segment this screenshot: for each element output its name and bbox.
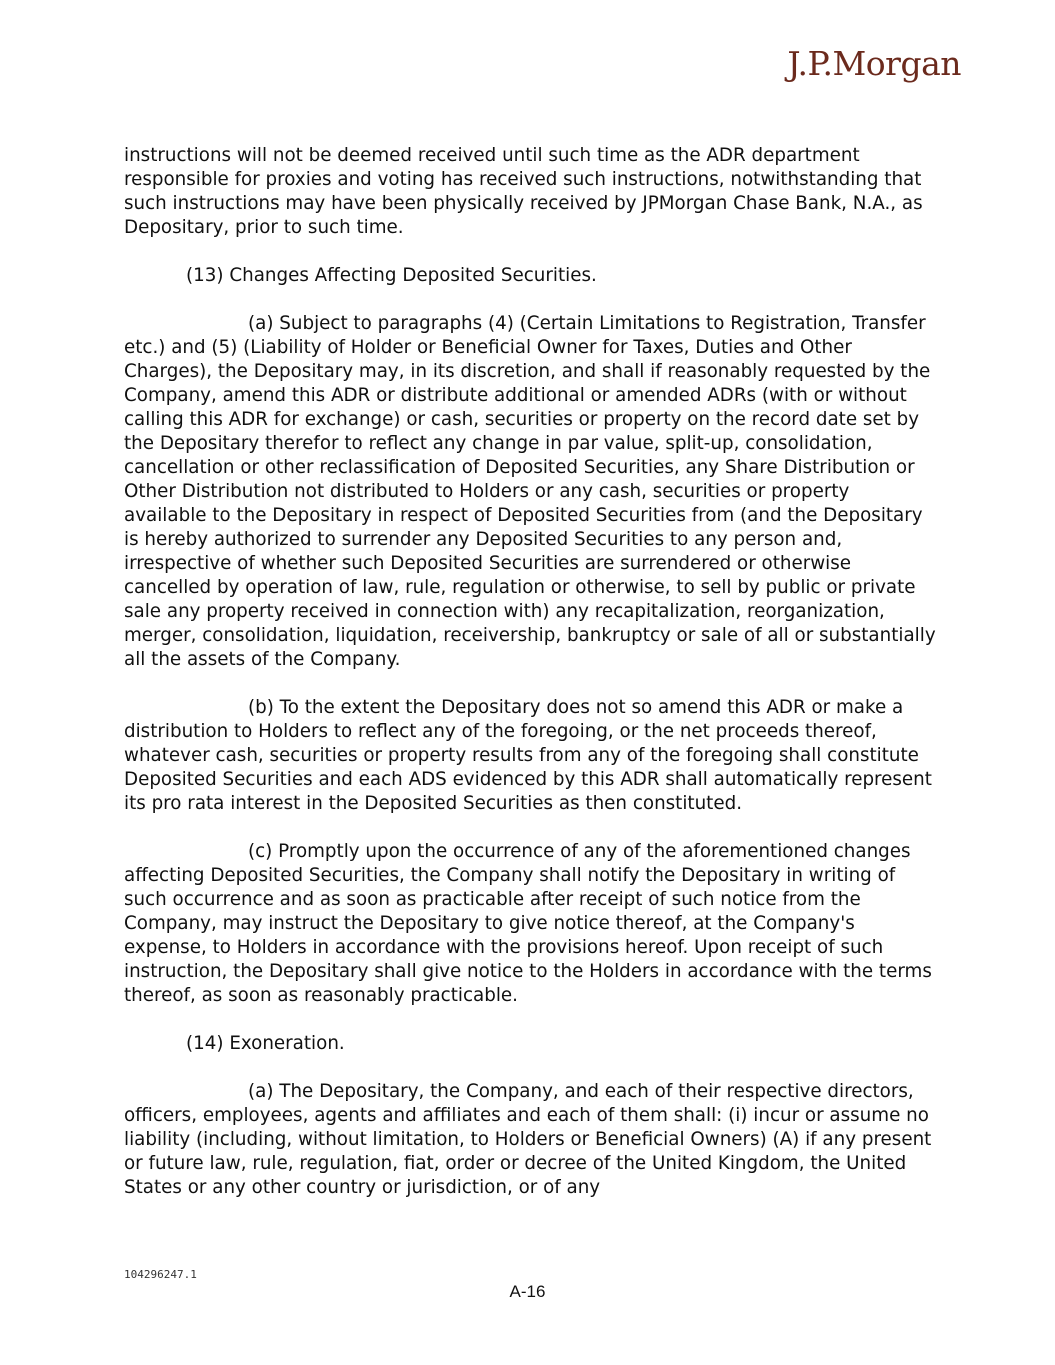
page-number: A-16 xyxy=(509,1282,546,1301)
section-heading-13: (13) Changes Affecting Deposited Securities. xyxy=(186,265,597,286)
paragraph-13a: (a) Subject to paragraphs (4) (Certain Limitations to Registration, Transfer etc.) and (5) (Liability of Holder or Beneficial Owner for Taxes, Duties and Other Charges), the Depositary may, in its discretion, and shall if reasonably requested by the Company, amend this ADR or distribute additional or amended ADRs (with or without calling this ADR for exchange) or cash, securities or property on the record date set by the Depositary therefor to reflect any change in par value, split-up, consolidation, cancellation or other reclassification of Deposited Securities, any Share Distribution or Other Distribution not distributed to Holders or any cash, securities or property available to the Depositary in respect of Deposited Securities from (and the Depositary is hereby authorized to surrender any Deposited Securities to any person and, irrespective of whether such Deposited Securities are surrendered or otherwise cancelled by operation of law, rule, regulation or otherwise, to sell by public or private sale any property received in connection with) any recapitalization, reorganization, merger, consolidation, liquidation, receivership, bankruptcy or sale of all or substantially all the assets of the Company. xyxy=(124,313,936,670)
document-id: 104296247.1 xyxy=(124,1268,197,1281)
paragraph-13b: (b) To the extent the Depositary does not so amend this ADR or make a distribution to Holders to reflect any of the foregoing, or the net proceeds thereof, whatever cash, securities or property results from any of the foregoing shall constitute Deposited Securities and each ADS evidenced by this ADR shall automatically represent its pro rata interest in the Deposited Securities as then constituted. xyxy=(124,697,932,814)
jpmorgan-logo: J.P.Morgan xyxy=(787,44,961,83)
paragraph-13c: (c) Promptly upon the occurrence of any of the aforementioned changes affecting Deposited Securities, the Company shall notify the Depositary in writing of such occurrence and as soon as practicable after receipt of such notice from the Company, may instruct the Depositary to give notice thereof, at the Company's expense, to Holders in accordance with the provisions hereof. Upon receipt of such instruction, the Depositary shall give notice to the Holders in accordance with the terms thereof, as soon as reasonably practicable. xyxy=(124,841,932,1006)
section-heading-14: (14) Exoneration. xyxy=(186,1033,345,1054)
document-body xyxy=(124,144,936,1224)
paragraph-14a: (a) The Depositary, the Company, and each of their respective directors, officers, employees, agents and affiliates and each of them shall: (i) incur or assume no liability (including, without limitation, to Holders or Beneficial Owners) (A) if any present or future law, rule, regulation, fiat, order or decree of the United Kingdom, the United States or any other country or jurisdiction, or of any xyxy=(124,1081,932,1198)
paragraph-continuation: instructions will not be deemed received until such time as the ADR department responsible for proxies and voting has received such instructions, notwithstanding that such instructions may have been physically received by JPMorgan Chase Bank, N.A., as Depositary, prior to such time. xyxy=(124,145,923,238)
